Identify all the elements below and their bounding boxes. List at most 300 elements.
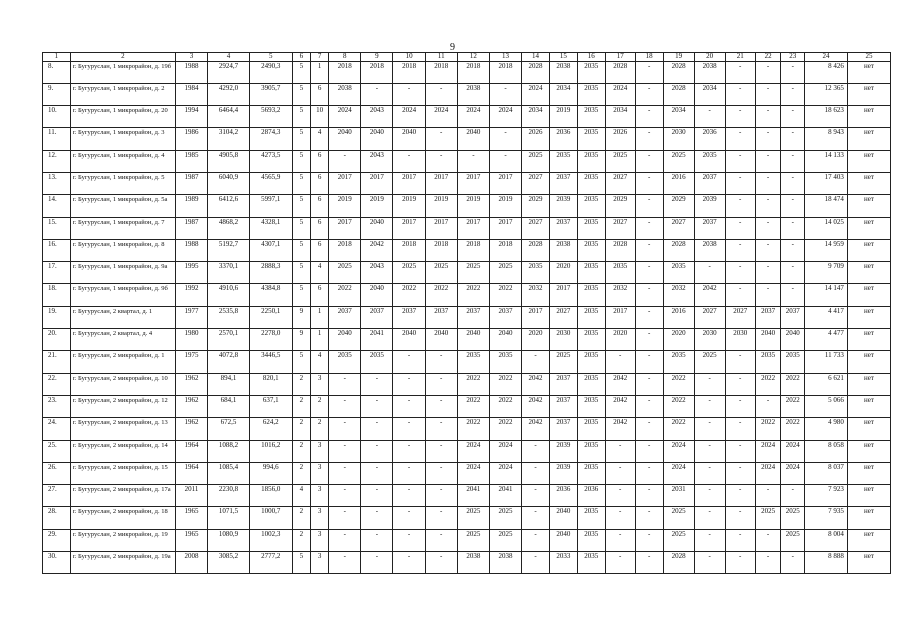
column-number-cell: 18 (635, 53, 663, 62)
table-row (43, 351, 891, 373)
table-cell: 14 025 (805, 217, 848, 239)
table-cell: 5 (292, 172, 310, 194)
table-cell: - (489, 128, 521, 150)
table-cell: - (781, 150, 805, 172)
table-cell: 8 943 (805, 128, 848, 150)
table-cell: - (694, 507, 725, 529)
table-cell: - (694, 418, 725, 440)
table-cell: 2027 (694, 306, 725, 328)
table-cell: 6 (310, 195, 328, 217)
table-cell: 2022 (489, 418, 521, 440)
table-cell: 2025 (663, 529, 694, 551)
table-cell: 2028 (522, 239, 550, 261)
table-cell: 2 (310, 395, 328, 417)
table-cell: 2022 (489, 373, 521, 395)
table-row (43, 195, 891, 217)
table-cell: - (694, 529, 725, 551)
table-cell: 2 (292, 440, 310, 462)
column-number-cell: 12 (457, 53, 489, 62)
table-cell: - (522, 462, 550, 484)
row-number-cell: 15. (43, 217, 71, 239)
table-cell: 4072,8 (208, 351, 250, 373)
address-cell: г. Бугуруслан, 2 микрорайон, д. 12 (70, 395, 175, 417)
table-cell: 1988 (175, 239, 207, 261)
table-cell: нет (847, 373, 890, 395)
table-cell: - (635, 306, 663, 328)
table-cell: 1975 (175, 351, 207, 373)
table-cell: - (755, 150, 781, 172)
table-cell: 2041 (489, 485, 521, 507)
table-cell: - (635, 239, 663, 261)
table-cell: 2035 (577, 373, 605, 395)
table-cell: - (725, 83, 755, 105)
table-cell: - (329, 552, 361, 574)
table-cell: 2028 (663, 83, 694, 105)
table-cell: 2038 (694, 61, 725, 83)
table-cell: 2034 (605, 106, 635, 128)
table-cell: 2035 (577, 106, 605, 128)
table-cell: 2035 (577, 329, 605, 351)
table-cell: - (393, 150, 425, 172)
table-cell: - (635, 351, 663, 373)
table-cell: - (605, 485, 635, 507)
table-cell: 894,1 (208, 373, 250, 395)
table-cell: - (361, 485, 393, 507)
table-cell: - (329, 395, 361, 417)
table-cell: 2017 (393, 217, 425, 239)
table-cell: нет (847, 485, 890, 507)
table-cell: - (393, 418, 425, 440)
table-cell: 2025 (457, 507, 489, 529)
table-cell: 2029 (605, 195, 635, 217)
table-cell: нет (847, 440, 890, 462)
table-cell: 2027 (663, 217, 694, 239)
table-cell: 820,1 (249, 373, 292, 395)
table-cell: 2035 (577, 195, 605, 217)
table-row (43, 61, 891, 83)
table-cell: 2034 (522, 106, 550, 128)
table-cell: 2032 (522, 284, 550, 306)
table-cell: 4 477 (805, 329, 848, 351)
table-cell: 2022 (425, 284, 457, 306)
table-cell: 1071,5 (208, 507, 250, 529)
table-cell: 2 (292, 507, 310, 529)
table-cell: 2036 (549, 485, 577, 507)
table-cell: - (329, 418, 361, 440)
table-cell: 2035 (577, 262, 605, 284)
table-cell: - (635, 61, 663, 83)
column-number-cell: 4 (208, 53, 250, 62)
table-cell: 1088,2 (208, 440, 250, 462)
row-number-cell: 19. (43, 306, 71, 328)
table-cell: - (755, 262, 781, 284)
table-cell: 2 (310, 418, 328, 440)
page-number: 9 (450, 42, 455, 53)
table-cell: 3 (310, 462, 328, 484)
address-cell: г. Бугуруслан, 2 квартал, д. 1 (70, 306, 175, 328)
table-cell: 2039 (549, 462, 577, 484)
table-cell: 2025 (425, 262, 457, 284)
table-cell: 1992 (175, 284, 207, 306)
table-cell: - (781, 262, 805, 284)
table-cell: 2019 (393, 195, 425, 217)
table-cell: 6 (310, 172, 328, 194)
table-cell: 1 (310, 306, 328, 328)
table-cell: 2035 (329, 351, 361, 373)
table-cell: 4 (292, 485, 310, 507)
table-cell: 2874,3 (249, 128, 292, 150)
table-cell: 2032 (663, 284, 694, 306)
table-cell: 2034 (549, 83, 577, 105)
address-cell: г. Бугуруслан, 2 микрорайон, д. 15 (70, 462, 175, 484)
table-cell: - (361, 395, 393, 417)
table-cell: 2017 (457, 217, 489, 239)
table-cell: 1002,3 (249, 529, 292, 551)
table-cell: - (605, 529, 635, 551)
table-cell: 2018 (393, 61, 425, 83)
table-cell: - (425, 373, 457, 395)
table-cell: 2035 (577, 395, 605, 417)
table-cell: 2028 (605, 239, 635, 261)
table-cell: 2035 (577, 440, 605, 462)
table-cell: 18 474 (805, 195, 848, 217)
address-cell: г. Бугуруслан, 1 микрорайон, д. 3 (70, 128, 175, 150)
table-cell: 5192,7 (208, 239, 250, 261)
table-cell: 2024 (755, 440, 781, 462)
table-cell: 6 (310, 284, 328, 306)
table-cell: - (781, 284, 805, 306)
row-number-cell: 10. (43, 106, 71, 128)
table-cell: 2025 (489, 529, 521, 551)
table-cell: 3 (310, 440, 328, 462)
table-cell: 2030 (694, 329, 725, 351)
housing-repair-table (42, 52, 891, 574)
table-cell: 2018 (329, 61, 361, 83)
table-cell: - (635, 262, 663, 284)
table-cell: 2017 (457, 172, 489, 194)
table-cell: - (329, 507, 361, 529)
table-cell: 2037 (425, 306, 457, 328)
column-number-cell: 13 (489, 53, 521, 62)
table-cell: 2027 (522, 172, 550, 194)
row-number-cell: 16. (43, 239, 71, 261)
address-cell: г. Бугуруслан, 2 микрорайон, д. 19 (70, 529, 175, 551)
table-cell: 2018 (457, 239, 489, 261)
table-cell: - (635, 485, 663, 507)
table-cell: 4 417 (805, 306, 848, 328)
table-cell: 2035 (577, 351, 605, 373)
row-number-cell: 21. (43, 351, 71, 373)
table-cell: 2038 (457, 552, 489, 574)
table-cell: 2020 (605, 329, 635, 351)
table-cell: 2024 (457, 462, 489, 484)
row-number-cell: 18. (43, 284, 71, 306)
table-cell: 1994 (175, 106, 207, 128)
column-number-cell: 19 (663, 53, 694, 62)
table-cell: 5 (292, 61, 310, 83)
table-cell: 2024 (663, 462, 694, 484)
table-cell: 637,1 (249, 395, 292, 417)
table-cell: 2030 (725, 329, 755, 351)
table-cell: 4328,1 (249, 217, 292, 239)
table-cell: - (635, 462, 663, 484)
table-cell: 2037 (361, 306, 393, 328)
table-cell: 2035 (577, 462, 605, 484)
address-cell: г. Бугуруслан, 1 микрорайон, д. 5а (70, 195, 175, 217)
table-cell: 2025 (457, 529, 489, 551)
table-cell: 2034 (694, 83, 725, 105)
table-cell: 2011 (175, 485, 207, 507)
row-number-cell: 27. (43, 485, 71, 507)
table-cell: - (725, 262, 755, 284)
table-cell: 2017 (361, 172, 393, 194)
table-cell: - (755, 529, 781, 551)
table-cell: 2025 (781, 507, 805, 529)
table-row (43, 552, 891, 574)
table-cell: - (425, 83, 457, 105)
table-cell: - (694, 395, 725, 417)
table-cell: - (755, 61, 781, 83)
table-cell: - (755, 217, 781, 239)
table-cell: 2027 (605, 217, 635, 239)
table-cell: 2040 (361, 217, 393, 239)
table-cell: - (725, 284, 755, 306)
table-cell: нет (847, 61, 890, 83)
table-cell: - (489, 150, 521, 172)
table-cell: 2027 (522, 217, 550, 239)
table-cell: 2041 (457, 485, 489, 507)
table-cell: - (425, 485, 457, 507)
table-cell: - (725, 217, 755, 239)
table-cell: - (781, 172, 805, 194)
table-cell: 2035 (755, 351, 781, 373)
table-cell: 2024 (329, 106, 361, 128)
table-cell: 6412,6 (208, 195, 250, 217)
table-cell: 2035 (577, 83, 605, 105)
table-cell: - (393, 83, 425, 105)
table-cell: 2035 (577, 418, 605, 440)
table-cell: 2888,3 (249, 262, 292, 284)
table-row (43, 172, 891, 194)
table-cell: - (725, 128, 755, 150)
table-cell: 5693,2 (249, 106, 292, 128)
table-cell: - (781, 485, 805, 507)
table-cell: - (635, 83, 663, 105)
table-row (43, 128, 891, 150)
table-cell: 11 733 (805, 351, 848, 373)
table-cell: - (725, 106, 755, 128)
address-cell: г. Бугуруслан, 1 микрорайон, д. 7 (70, 217, 175, 239)
table-cell: - (694, 552, 725, 574)
table-cell: 2042 (605, 373, 635, 395)
address-cell: г. Бугуруслан, 1 микрорайон, д. 9б (70, 284, 175, 306)
table-cell: 2040 (361, 284, 393, 306)
column-number-cell: 3 (175, 53, 207, 62)
table-cell: 10 (310, 106, 328, 128)
table-cell: 2036 (694, 128, 725, 150)
address-cell: г. Бугуруслан, 2 квартал, д. 4 (70, 329, 175, 351)
table-cell: 2024 (489, 462, 521, 484)
row-number-cell: 28. (43, 507, 71, 529)
table-row (43, 106, 891, 128)
table-cell: 2038 (694, 239, 725, 261)
table-cell: 2035 (694, 150, 725, 172)
table-cell: 2022 (329, 284, 361, 306)
table-cell: - (329, 373, 361, 395)
column-number-cell: 14 (522, 53, 550, 62)
table-cell: 2035 (577, 61, 605, 83)
table-cell: - (522, 351, 550, 373)
table-row (43, 217, 891, 239)
table-row (43, 418, 891, 440)
table-cell: 8 426 (805, 61, 848, 83)
table-cell: 2035 (663, 351, 694, 373)
table-cell: 2037 (694, 172, 725, 194)
row-number-cell: 24. (43, 418, 71, 440)
table-cell: 2028 (522, 61, 550, 83)
table-cell: - (425, 418, 457, 440)
table-cell: 2025 (755, 507, 781, 529)
table-cell: 1985 (175, 150, 207, 172)
column-number-cell: 5 (249, 53, 292, 62)
table-cell: нет (847, 128, 890, 150)
table-cell: 8 888 (805, 552, 848, 574)
table-cell: - (635, 440, 663, 462)
table-cell: 2028 (663, 61, 694, 83)
table-cell: нет (847, 329, 890, 351)
table-cell: 4565,9 (249, 172, 292, 194)
table-cell: 2035 (522, 262, 550, 284)
table-cell: 2036 (577, 485, 605, 507)
table-cell: 2040 (549, 529, 577, 551)
table-cell: 2035 (605, 262, 635, 284)
table-cell: 2030 (549, 329, 577, 351)
table-cell: - (755, 106, 781, 128)
table-cell: 2037 (694, 217, 725, 239)
table-cell: 2042 (522, 373, 550, 395)
table-cell: 2018 (489, 239, 521, 261)
table-cell: 2037 (549, 373, 577, 395)
table-cell: 2025 (781, 529, 805, 551)
address-cell: г. Бугуруслан, 1 микрорайон, д. 8 (70, 239, 175, 261)
table-cell: - (635, 195, 663, 217)
table-cell: 2025 (329, 262, 361, 284)
table-cell: 2024 (781, 462, 805, 484)
table-cell: 5 (292, 552, 310, 574)
table-cell: 2037 (457, 306, 489, 328)
table-cell: - (522, 507, 550, 529)
table-cell: 2040 (329, 128, 361, 150)
table-cell: 2777,2 (249, 552, 292, 574)
table-cell: 5 (292, 262, 310, 284)
table-cell: 2019 (425, 195, 457, 217)
table-cell: 2018 (489, 61, 521, 83)
table-cell: - (522, 440, 550, 462)
table-cell: 2 (292, 529, 310, 551)
table-cell: - (393, 529, 425, 551)
table-cell: 4 (310, 128, 328, 150)
row-number-cell: 8. (43, 61, 71, 83)
table-cell: 1964 (175, 440, 207, 462)
table-cell: 2038 (549, 61, 577, 83)
row-number-cell: 11. (43, 128, 71, 150)
table-cell: нет (847, 195, 890, 217)
table-cell: 2024 (457, 440, 489, 462)
table-cell: 2042 (694, 284, 725, 306)
table-cell: 2490,3 (249, 61, 292, 83)
table-cell: 5 (292, 195, 310, 217)
row-number-cell: 12. (43, 150, 71, 172)
table-cell: - (425, 351, 457, 373)
table-cell: - (361, 529, 393, 551)
table-cell: 4905,8 (208, 150, 250, 172)
table-cell: 2017 (605, 306, 635, 328)
table-cell: 2535,8 (208, 306, 250, 328)
table-cell: 2042 (605, 418, 635, 440)
table-cell: 2035 (577, 306, 605, 328)
row-number-cell: 26. (43, 462, 71, 484)
column-number-cell: 9 (361, 53, 393, 62)
table-cell: 1964 (175, 462, 207, 484)
table-cell: 2040 (393, 128, 425, 150)
row-number-cell: 23. (43, 395, 71, 417)
table-cell: 2042 (522, 418, 550, 440)
table-cell: - (755, 552, 781, 574)
table-cell: 4910,6 (208, 284, 250, 306)
table-cell: 2017 (489, 217, 521, 239)
address-cell: г. Бугуруслан, 1 микрорайон, д. 9а (70, 262, 175, 284)
table-cell: - (635, 507, 663, 529)
table-cell: - (635, 395, 663, 417)
table-cell: - (393, 552, 425, 574)
table-cell: - (361, 440, 393, 462)
table-cell: 2022 (457, 373, 489, 395)
table-cell: 2028 (663, 239, 694, 261)
table-cell: 2016 (663, 172, 694, 194)
table-cell: 2025 (694, 351, 725, 373)
table-cell: 6 (310, 217, 328, 239)
table-cell: 2019 (329, 195, 361, 217)
table-cell: 2040 (329, 329, 361, 351)
table-cell: 2037 (329, 306, 361, 328)
table-row (43, 239, 891, 261)
table-cell: - (361, 462, 393, 484)
table-cell: 2 (292, 418, 310, 440)
table-cell: 4868,2 (208, 217, 250, 239)
table-cell: 2037 (393, 306, 425, 328)
table-cell: нет (847, 395, 890, 417)
table-cell: 2026 (605, 128, 635, 150)
table-cell: 2040 (457, 128, 489, 150)
address-cell: г. Бугуруслан, 2 микрорайон, д. 17а (70, 485, 175, 507)
row-number-cell: 25. (43, 440, 71, 462)
table-cell: - (781, 61, 805, 83)
column-number-cell: 11 (425, 53, 457, 62)
table-cell: 2025 (663, 150, 694, 172)
table-cell: 14 133 (805, 150, 848, 172)
table-cell: нет (847, 217, 890, 239)
table-cell: 2230,8 (208, 485, 250, 507)
table-cell: 2022 (457, 395, 489, 417)
table-cell: нет (847, 150, 890, 172)
table-cell: - (635, 529, 663, 551)
column-number-cell: 10 (393, 53, 425, 62)
table-cell: 2017 (329, 217, 361, 239)
table-cell: 2570,1 (208, 329, 250, 351)
table-cell: - (725, 485, 755, 507)
table-cell: 2039 (549, 195, 577, 217)
table-cell: - (755, 284, 781, 306)
